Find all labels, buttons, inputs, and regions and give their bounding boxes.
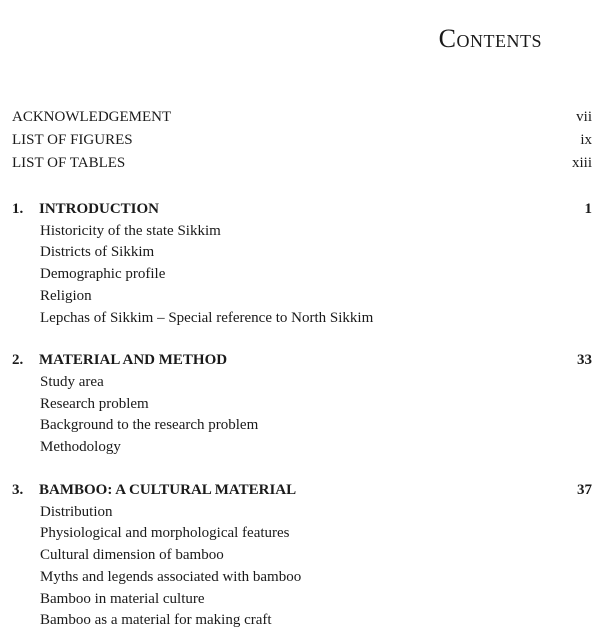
- chapter-number: 1.: [12, 201, 24, 217]
- section-entry: Demographic profile: [40, 266, 166, 282]
- section-entry: Research problem: [40, 396, 149, 412]
- chapter-number: 2.: [12, 352, 24, 368]
- toc-entry-acknowledgement: [12, 108, 592, 126]
- chapter-heading-2: [12, 351, 592, 369]
- chapter-page: 37: [577, 482, 592, 498]
- section-entry: Myths and legends associated with bamboo: [40, 569, 302, 585]
- chapter-title: MATERIAL AND METHOD: [39, 352, 228, 368]
- section-entry: Bamboo in material culture: [40, 591, 205, 607]
- toc-entry-page: vii: [576, 109, 592, 125]
- chapter-number: 3.: [12, 482, 24, 498]
- chapter-page: 1: [584, 201, 592, 217]
- section-entry: Physiological and morphological features: [40, 525, 290, 541]
- section-entry: Distribution: [40, 504, 113, 520]
- section-entry: Cultural dimension of bamboo: [40, 547, 224, 563]
- page-title: Contents: [438, 24, 542, 53]
- section-entry: Background to the research problem: [40, 417, 259, 433]
- toc-entry-list-of-tables: [12, 154, 592, 172]
- section-entry: Study area: [40, 374, 104, 390]
- chapter-title: BAMBOO: A CULTURAL MATERIAL: [39, 482, 297, 498]
- toc-entry-label: LIST OF FIGURES: [12, 132, 133, 148]
- section-entry: Methodology: [40, 439, 121, 455]
- section-entry: Historicity of the state Sikkim: [40, 223, 221, 239]
- toc-entry-list-of-figures: [12, 131, 592, 149]
- chapter-title: INTRODUCTION: [39, 201, 160, 217]
- chapter-heading-1: [12, 200, 592, 218]
- section-entry: Religion: [40, 288, 92, 304]
- section-entry: Lepchas of Sikkim – Special reference to North Sikkim: [40, 310, 374, 326]
- chapter-heading-3: [12, 481, 592, 499]
- section-entry: Districts of Sikkim: [40, 244, 155, 260]
- toc-entry-page: xiii: [571, 155, 592, 171]
- toc-entry-label: LIST OF TABLES: [12, 155, 126, 171]
- chapter-page: 33: [577, 352, 592, 368]
- toc-entry-label: ACKNOWLEDGEMENT: [12, 109, 172, 125]
- toc-entry-page: ix: [580, 132, 592, 148]
- section-entry: Bamboo as a material for making craft: [40, 612, 272, 628]
